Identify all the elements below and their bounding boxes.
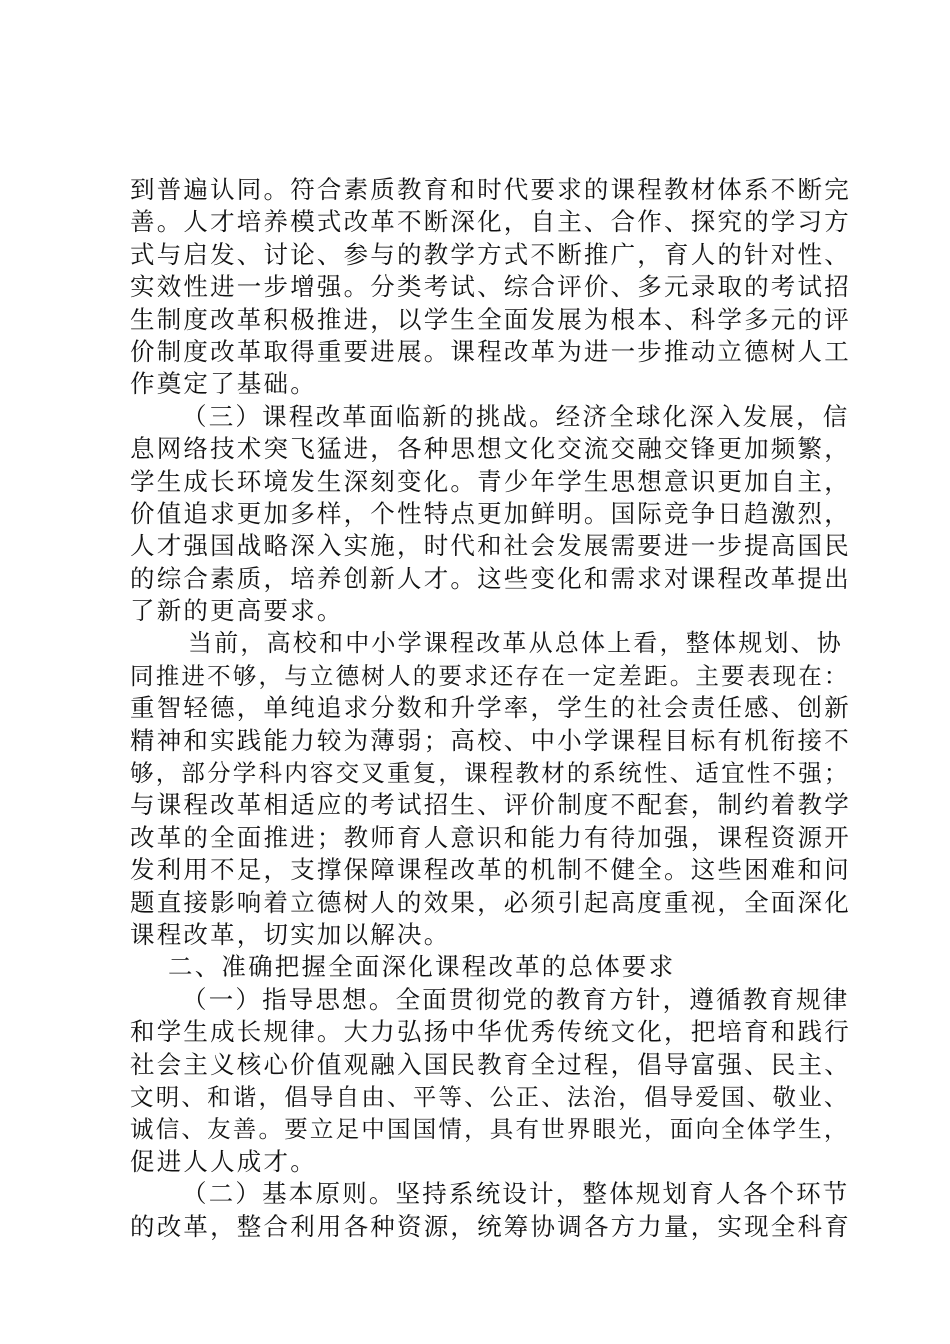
text-line: 促进人人成才。 (130, 1146, 317, 1176)
text-line: 价值追求更加多样，个性特点更加鲜明。国际竞争日趋激烈， (130, 498, 851, 528)
text-line: 发利用不足，支撑保障课程改革的机制不健全。这些困难和问 (130, 855, 851, 885)
text-line: 学生成长环境发生深刻变化。青少年学生思想意识更加自主， (130, 466, 851, 496)
text-line: 人才强国战略深入实施，时代和社会发展需要进一步提高国民 (130, 531, 851, 561)
text-line: 社会主义核心价值观融入国民教育全过程，倡导富强、民主、 (130, 1049, 851, 1079)
text-line: 的改革，整合利用各种资源，统筹协调各方力量，实现全科育 (130, 1211, 851, 1241)
text-line: 的综合素质，培养创新人才。这些变化和需求对课程改革提出 (130, 563, 851, 593)
text-line: 同推进不够，与立德树人的要求还存在一定差距。主要表现在： (130, 661, 850, 690)
text-line: 善。人才培养模式改革不断深化，自主、合作、探究的学习方 (130, 207, 851, 237)
text-line: 式与启发、讨论、参与的教学方式不断推广，育人的针对性、 (130, 239, 851, 269)
text-line: 息网络技术突飞猛进，各种思想文化交流交融交锋更加频繁， (130, 434, 851, 464)
text-line: 作奠定了基础。 (130, 369, 317, 399)
section-heading-2: 二、准确把握全面深化课程改革的总体要求 (168, 952, 676, 982)
text-line: 到普遍认同。符合素质教育和时代要求的课程教材体系不断完 (130, 175, 851, 204)
section-heading-3: （三）课程改革面临新的挑战。经济全球化深入发展，信 (182, 401, 850, 431)
text-line: 诚信、友善。要立足中国国情，具有世界眼光，面向全体学生， (130, 1115, 850, 1144)
text-line: 改革的全面推进；教师育人意识和能力有待加强，课程资源开 (130, 822, 851, 852)
text-line: 与课程改革相适应的考试招生、评价制度不配套，制约着教学 (130, 790, 851, 820)
section-heading-basic-principles: （二）基本原则。坚持系统设计，整体规划育人各个环节 (182, 1179, 850, 1209)
text-line: 实效性进一步增强。分类考试、综合评价、多元录取的考试招 (130, 272, 851, 302)
text-line: 题直接影响着立德树人的效果，必须引起高度重视，全面深化 (130, 887, 851, 917)
paragraph-start: 当前，高校和中小学课程改革从总体上看，整体规划、协 (188, 629, 843, 658)
text-line: 和学生成长规律。大力弘扬中华优秀传统文化，把培育和践行 (130, 1017, 851, 1047)
text-line: 了新的更高要求。 (130, 596, 344, 626)
text-line: 价制度改革取得重要进展。课程改革为进一步推动立德树人工 (130, 336, 851, 366)
text-line: 课程改革，切实加以解决。 (130, 919, 451, 949)
text-line: 够，部分学科内容交叉重复，课程教材的系统性、适宜性不强； (130, 759, 850, 788)
text-line: 生制度改革积极推进，以学生全面发展为根本、科学多元的评 (130, 304, 851, 334)
text-line: 重智轻德，单纯追求分数和升学率，学生的社会责任感、创新 (130, 693, 851, 723)
body-text (130, 174, 850, 1243)
text-line: 文明、和谐，倡导自由、平等、公正、法治，倡导爱国、敬业、 (130, 1082, 850, 1111)
section-heading-1: （一）指导思想。全面贯彻党的教育方针，遵循教育规律 (182, 984, 850, 1014)
text-line: 精神和实践能力较为薄弱；高校、中小学课程目标有机衔接不 (130, 725, 851, 755)
